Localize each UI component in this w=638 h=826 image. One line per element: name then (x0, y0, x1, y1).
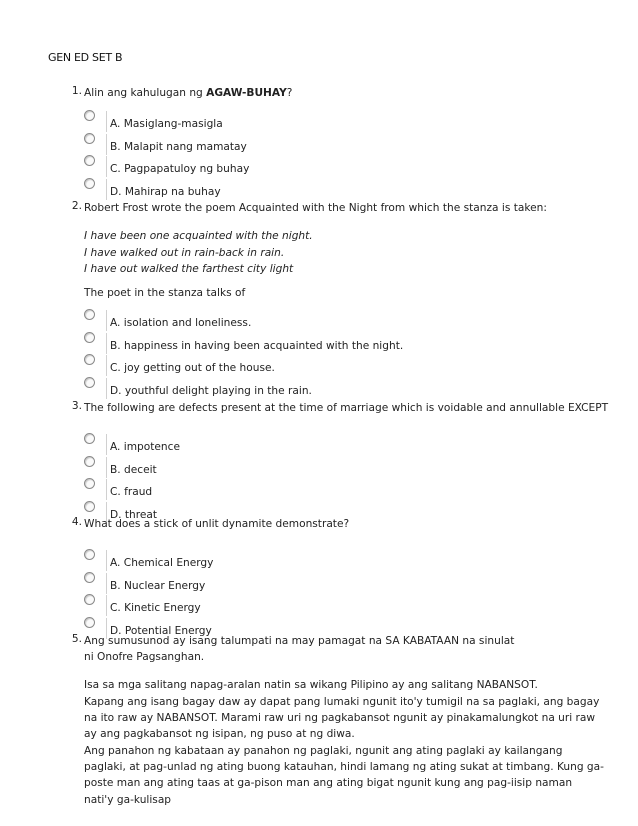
option-divider (106, 179, 107, 200)
radio-button[interactable] (84, 133, 95, 144)
question-text: Ang sumusunod ay isang talumpati na may pamagat na SA KABATAAN na sinulat ni Onofre Pagsanghan. (84, 635, 515, 663)
option-divider (106, 355, 107, 376)
radio-button[interactable] (84, 309, 95, 320)
option-divider (106, 573, 107, 594)
option-label: D. threat (110, 508, 158, 521)
passage-paragraph-1: Isa sa mga salitang napag-aralan natin sa wikang Pilipino ay ang salitang NABANSOT. (84, 679, 538, 691)
question-text: What does a stick of unlit dynamite demonstrate? (84, 518, 350, 530)
option-1d[interactable] (84, 178, 564, 200)
option-4b[interactable] (84, 572, 564, 594)
radio-button[interactable] (84, 110, 95, 121)
option-label: C. joy getting out of the house. (110, 362, 275, 374)
option-divider (106, 156, 107, 177)
option-2a[interactable] (84, 309, 564, 331)
radio-button[interactable] (84, 572, 95, 583)
option-label: C. Pagpapatuloy ng buhay (110, 163, 250, 175)
poem-line-3: I have out walked the farthest city light (84, 263, 294, 275)
question-prompt: The poet in the stanza talks of (84, 287, 246, 299)
option-2b[interactable] (84, 332, 564, 354)
radio-button[interactable] (84, 617, 95, 628)
question-number: 4. (71, 516, 82, 528)
poem-line-1: I have been one acquainted with the night. (84, 230, 313, 242)
question-number: 1. (71, 85, 82, 97)
option-4c[interactable] (84, 594, 564, 616)
option-label: A. Chemical Energy (110, 557, 214, 569)
question-text: Robert Frost wrote the poem Acquainted with the Night from which the stanza is taken: (84, 202, 547, 214)
question-text-part: ? (286, 87, 293, 99)
question-number: 5. (71, 633, 82, 645)
option-label: B. Nuclear Energy (110, 579, 206, 592)
option-label: A. Masiglang-masigla (110, 118, 223, 130)
radio-button[interactable] (84, 332, 95, 343)
radio-button[interactable] (84, 594, 95, 605)
option-label: C. fraud (110, 486, 153, 498)
option-label: B. Malapit nang mamatay (110, 140, 247, 153)
option-divider (106, 457, 107, 478)
option-divider (106, 479, 107, 500)
radio-button[interactable] (84, 178, 95, 189)
option-1b[interactable] (84, 133, 564, 155)
option-divider (106, 333, 107, 354)
question-keyword: AGAW-BUHAY (206, 87, 287, 99)
document-title: GEN ED SET B (48, 51, 123, 64)
question-text-part: Alin ang kahulugan ng (84, 87, 207, 99)
option-divider (106, 434, 107, 455)
option-label: D. youthful delight playing in the rain. (110, 384, 312, 397)
option-label: D. Potential Energy (110, 624, 212, 637)
radio-button[interactable] (84, 354, 95, 365)
option-divider (106, 378, 107, 399)
radio-button[interactable] (84, 456, 95, 467)
radio-button[interactable] (84, 377, 95, 388)
passage-paragraph-3: Ang panahon ng kabataan ay panahon ng paglaki, ngunit ang ating paglaki ay kailangang paglaki, at pag-unlad ng ating buong katauhan, hindi lamang ng ating sukat at timbang. Kung ga-poste man ang ating taas at ga-pison man ang ating bigat ngunit kung ang pag-iisip naman nati'y ga-kulisap (84, 744, 604, 806)
option-2d[interactable] (84, 377, 564, 399)
option-label: B. happiness in having been acquainted with the night. (110, 339, 404, 352)
option-divider (106, 550, 107, 571)
option-label: B. deceit (110, 463, 157, 476)
option-label: D. Mahirap na buhay (110, 185, 221, 198)
poem-line-2: I have walked out in rain-back in rain. (84, 246, 285, 259)
option-divider (106, 595, 107, 616)
option-divider (106, 310, 107, 331)
option-label: A. impotence (110, 441, 180, 453)
option-3a[interactable] (84, 433, 564, 455)
radio-button[interactable] (84, 501, 95, 512)
question-text (84, 85, 604, 101)
option-divider (106, 134, 107, 155)
option-3c[interactable] (84, 478, 564, 500)
option-1c[interactable] (84, 155, 564, 177)
question-number: 2. (71, 200, 82, 212)
option-1a[interactable] (84, 110, 564, 132)
question-number: 3. (71, 400, 82, 412)
radio-button[interactable] (84, 478, 95, 489)
option-divider (106, 111, 107, 132)
radio-button[interactable] (84, 155, 95, 166)
question-text: The following are defects present at the time of marriage which is voidable and annullable EXCEPT (84, 402, 609, 414)
option-label: A. isolation and loneliness. (110, 317, 252, 329)
option-2c[interactable] (84, 354, 564, 376)
option-4a[interactable] (84, 549, 564, 571)
radio-button[interactable] (84, 549, 95, 560)
radio-button[interactable] (84, 433, 95, 444)
option-label: C. Kinetic Energy (110, 602, 201, 614)
passage-paragraph-2: Kapang ang isang bagay daw ay dapat pang lumaki ngunit ito'y tumigil na sa paglaki, ang bagay na ito raw ay NABANSOT. Marami raw uri ng pagkabansot ngunit ay pinakamalungkot na uri raw ay ang pagkabansot ng isipan, ng puso at ng diwa. (84, 695, 600, 741)
option-3b[interactable] (84, 456, 564, 478)
